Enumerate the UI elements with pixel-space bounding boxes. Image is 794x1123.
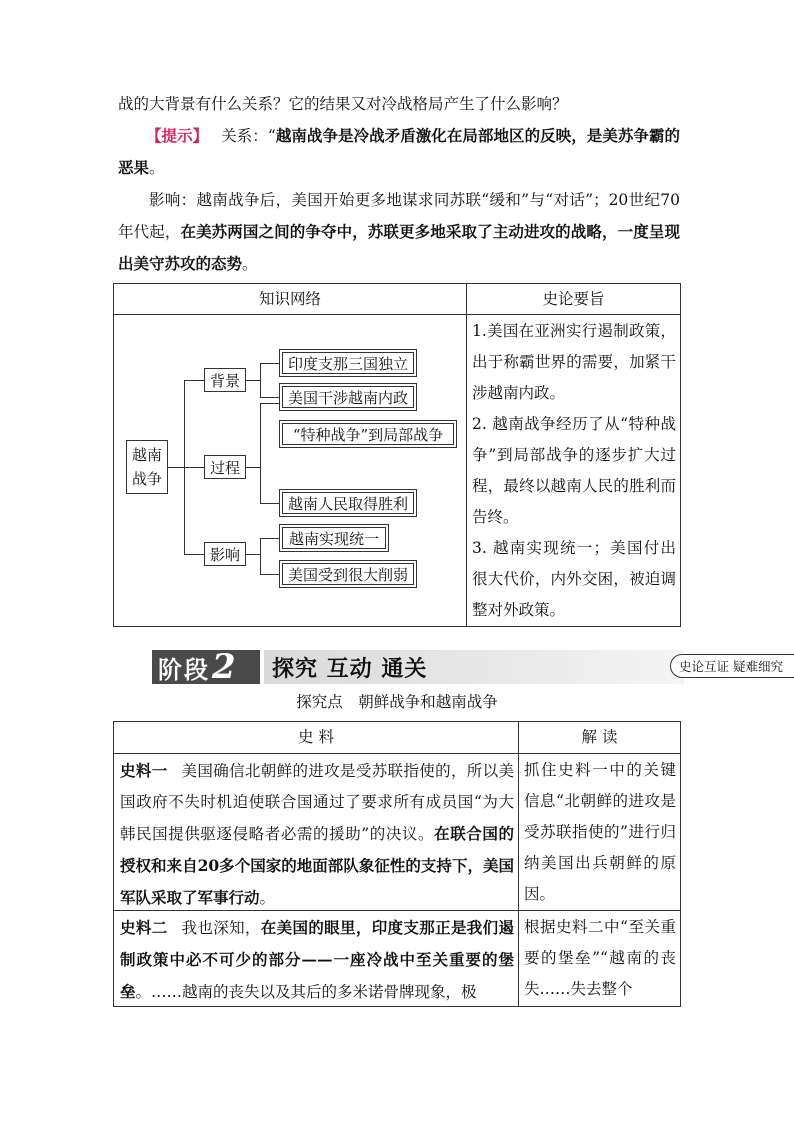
root-node: 越南 战争 (126, 440, 168, 494)
branch-background: 背景 (204, 368, 246, 392)
hint-paragraph: 【提示】 关系：“越南战争是冷战矛盾激化在局部地区的反映，是美苏争霸的恶果。 (118, 126, 680, 177)
hint-label: 【提示】 (146, 126, 209, 145)
branch-impact: 影响 (204, 542, 246, 566)
leaf-us-weakened: 美国受到很大削弱 (282, 563, 414, 585)
stage-banner (152, 647, 794, 687)
leaf-unification: 越南实现统一 (282, 527, 386, 549)
inquiry-header-left: 史 料 (298, 728, 334, 746)
impact-paragraph: 影响：越南战争后，美国开始更多地谋求同苏联“缓和”与“对话”；20世纪70年代起，在美苏两国之间的争夺中，苏联更多地采取了主动进攻的战略，一度呈现出美守苏攻的态势。 (118, 191, 680, 273)
source-one: 史料一 美国确信北朝鲜的进攻是受苏联指使的，所以美国政府不失时机迫使联合国通过了要求所有成员国“为大韩民国提供驱逐侵略者必需的援助”的决议。在联合国的授权和来自20多个国家的地面部队象征性的支持下，美国军队采取了军事行动。 (120, 761, 514, 907)
stage-title: 探究 互动 通关 (264, 650, 684, 684)
inquiry-table (113, 721, 681, 1007)
leaf-vietnam-victory: 越南人民取得胜利 (282, 492, 414, 514)
summary-table (113, 283, 681, 627)
inquiry-title: 探究点 朝鲜战争和越南战争 (296, 693, 498, 711)
leaf-special-war: “特种战争”到局部战争 (282, 423, 454, 445)
branch-process: 过程 (204, 455, 246, 479)
inquiry-header-right: 解 读 (581, 728, 618, 746)
question-tail: 战的大背景有什么关系？它的结果又对冷战格局产生了什么影响？ (118, 95, 568, 113)
stage-tag: 史论互证 疑难细究 (670, 654, 794, 678)
leaf-us-interference: 美国干涉越南内政 (282, 386, 414, 408)
summary-points: 1.美国在亚洲实行遏制政策，出于称霸世界的需要，加紧干涉越南内政。 2. 越南战争经历了从“特种战争”到局部战争的逐步扩大过程，最终以越南人民的胜利而告终。 3. 越南实现统一；美国付出很大代价，内外交困，被迫调整对外政策。 (472, 322, 676, 619)
interpret-two: 根据史料二中“至关重要的堡垒”“越南的丧失……失去整个 (524, 918, 676, 998)
source-two: 史料二 我也深知，在美国的眼里，印度支那正是我们遏制政策中必不可少的部分——一座冷战中至关重要的堡垒。……越南的丧失以及其后的多米诺骨牌现象，极 (120, 918, 514, 1001)
summary-header-right: 史论要旨 (542, 290, 605, 308)
summary-header-left: 知识网络 (258, 290, 321, 308)
stage-badge: 阶段 2 (152, 650, 260, 684)
interpret-one: 抓住史料一中的关键信息“北朝鲜的进攻是受苏联指使的”进行归纳美国出兵朝鲜的原因。 (524, 761, 676, 903)
leaf-indochina-independence: 印度支那三国独立 (282, 352, 414, 374)
